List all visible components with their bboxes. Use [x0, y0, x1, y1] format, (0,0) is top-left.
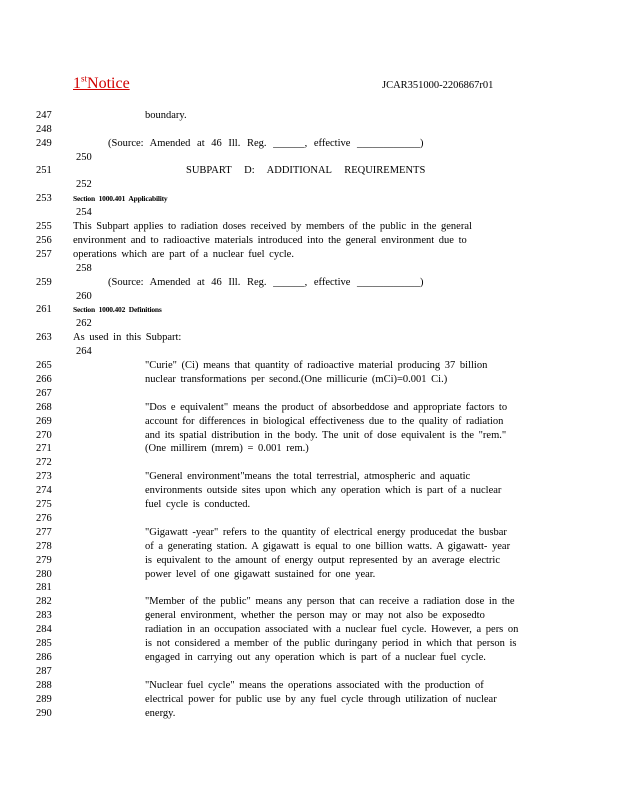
line-number: 290 [36, 708, 52, 719]
line-number: 265 [36, 360, 52, 371]
line-number: 269 [36, 416, 52, 427]
source-note: (Source: Amended at 46 Ill. Reg. ______, effective ____________) [108, 277, 424, 288]
line-number: 273 [36, 471, 52, 482]
line-number: 284 [36, 624, 52, 635]
line-number: 254 [76, 207, 92, 218]
line-number: 286 [36, 652, 52, 663]
line-number: 283 [36, 610, 52, 621]
line-number: 278 [36, 541, 52, 552]
text-line: is equivalent to the amount of energy output represented by an average electric [145, 555, 501, 566]
text-line: engaged in carrying out any operation which is part of a nuclear fuel cycle. [145, 652, 486, 663]
line-number: 268 [36, 402, 52, 413]
text-line: "Curie" (Ci) means that quantity of radioactive material producing 37 billion [145, 360, 488, 371]
line-number: 277 [36, 527, 52, 538]
line-number: 260 [76, 291, 92, 302]
text-line: of a generating station. A gigawatt is equal to one billion watts. A gigawatt- year [145, 541, 511, 552]
line-number: 267 [36, 388, 52, 399]
line-number: 288 [36, 680, 52, 691]
text-line: boundary. [145, 110, 187, 121]
document-id: JCAR351000-2206867r01 [382, 80, 494, 91]
line-number: 266 [36, 374, 52, 385]
line-number: 280 [36, 569, 52, 580]
line-number: 272 [36, 457, 52, 468]
text-line: is not considered a member of the public duringany period in which that person is [145, 638, 517, 649]
text-line: power level of one gigawatt sustained for one year. [145, 569, 376, 580]
line-number: 259 [36, 277, 52, 288]
text-line: environment and to radioactive materials introduced into the general environment due to [73, 235, 467, 246]
text-line: This Subpart applies to radiation doses received by members of the public in the general [73, 221, 472, 232]
line-number: 264 [76, 346, 92, 357]
line-number: 281 [36, 582, 52, 593]
line-number: 270 [36, 430, 52, 441]
line-number: 276 [36, 513, 52, 524]
text-line: radiation in an occupation associated with a nuclear fuel cycle. However, a pers on [145, 624, 519, 635]
line-number: 255 [36, 221, 52, 232]
text-line: general environment, whether the person may or may not also be exposedto [145, 610, 485, 621]
line-number: 258 [76, 263, 92, 274]
text-line: environments outside sites upon which any operation which is part of a nuclear [145, 485, 502, 496]
text-line: "Nuclear fuel cycle" means the operations associated with the production of [145, 680, 484, 691]
line-number: 263 [36, 332, 52, 343]
section-heading: Section 1000.401 Applicability [73, 194, 168, 203]
source-note: (Source: Amended at 46 Ill. Reg. ______, effective ____________) [108, 138, 424, 149]
line-number: 252 [76, 179, 92, 190]
text-line: operations which are part of a nuclear fuel cycle. [73, 249, 294, 260]
section-heading: Section 1000.402 Definitions [73, 305, 162, 314]
line-number: 248 [36, 124, 52, 135]
line-number: 262 [76, 318, 92, 329]
text-line: "Member of the public" means any person that can receive a radiation dose in the [145, 596, 515, 607]
line-number: 249 [36, 138, 52, 149]
text-line: "Dos e equivalent" means the product of absorbeddose and appropriate factors to [145, 402, 508, 413]
line-number: 275 [36, 499, 52, 510]
line-number: 271 [36, 443, 52, 454]
text-line: "General environment"means the total terrestrial, atmospheric and aquatic [145, 471, 471, 482]
line-number: 285 [36, 638, 52, 649]
text-line: "Gigawatt -year" refers to the quantity of electrical energy producedat the busbar [145, 527, 507, 538]
line-number: 287 [36, 666, 52, 677]
line-number: 289 [36, 694, 52, 705]
text-line: and its spatial distribution in the body. The unit of dose equivalent is the "rem." [145, 430, 507, 441]
line-number: 274 [36, 485, 52, 496]
line-number: 282 [36, 596, 52, 607]
line-number: 253 [36, 193, 52, 204]
line-number: 279 [36, 555, 52, 566]
line-number: 247 [36, 110, 52, 121]
text-line: nuclear transformations per second.(One millicurie (mCi)=0.001 Ci.) [145, 374, 448, 385]
subpart-heading: SUBPART D: ADDITIONAL REQUIREMENTS [186, 165, 426, 176]
text-line: fuel cycle is conducted. [145, 499, 251, 510]
text-line: account for differences in biological effectiveness due to the quality of radiation [145, 416, 504, 427]
line-number: 250 [76, 152, 92, 163]
text-line: energy. [145, 708, 176, 719]
line-number: 257 [36, 249, 52, 260]
text-line: As used in this Subpart: [73, 332, 182, 343]
line-number: 256 [36, 235, 52, 246]
line-number: 251 [36, 165, 52, 176]
line-number: 261 [36, 304, 52, 315]
notice-label: 1stNotice [73, 73, 130, 92]
text-line: (One millirem (mrem) = 0.001 rem.) [145, 443, 309, 454]
text-line: electrical power for public use by any fuel cycle through utilization of nuclear [145, 694, 497, 705]
